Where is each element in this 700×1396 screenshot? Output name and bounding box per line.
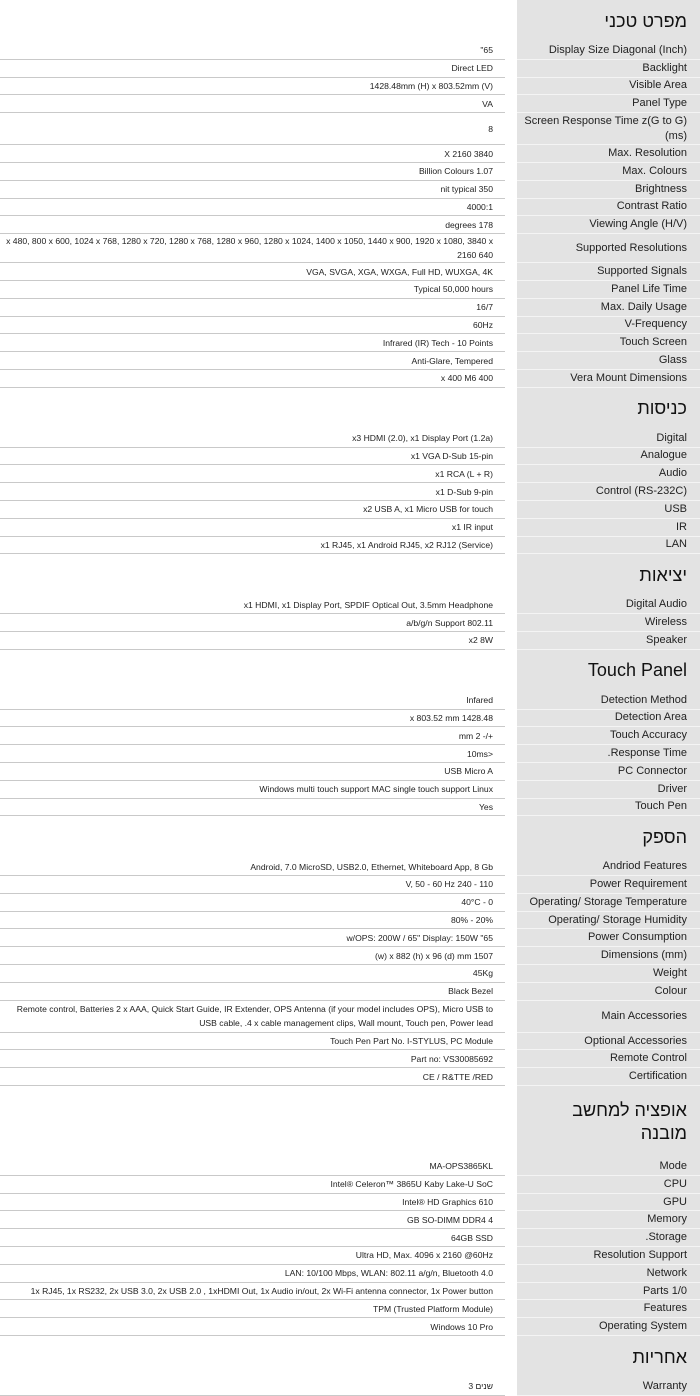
spec-value: 80% - 20%: [0, 912, 505, 930]
column-gap: [505, 430, 517, 448]
spec-label: Max. Resolution: [517, 145, 700, 163]
spec-value: x3 HDMI (2.0), x1 Display Port (1.2a): [0, 430, 505, 448]
spec-value: x1 RJ45, x1 Android RJ45, x2 RJ12 (Service): [0, 537, 505, 555]
spec-row: [0, 216, 700, 234]
spec-label: Main Accessories: [517, 1001, 700, 1033]
spec-row: [0, 1158, 700, 1176]
spec-value: 40°C - 0: [0, 894, 505, 912]
column-gap: [505, 763, 517, 781]
spec-label: Viewing Angle (H/V): [517, 216, 700, 234]
spec-row: [0, 894, 700, 912]
spec-value: x1 HDMI, x1 Display Port, SPDIF Optical Out, 3.5mm Headphone: [0, 596, 505, 614]
column-gap: [505, 1176, 517, 1194]
column-gap: [505, 299, 517, 317]
section-title: אחריות: [517, 1336, 700, 1378]
spec-value: x2 USB A, x1 Micro USB for touch: [0, 501, 505, 519]
spec-value: x 803.52 mm 1428.48: [0, 710, 505, 728]
spec-row: [0, 983, 700, 1001]
spec-value: x 400 M6 400: [0, 370, 505, 388]
spec-label: Power Consumption: [517, 929, 700, 947]
column-gap: [505, 199, 517, 217]
column-gap: [505, 1300, 517, 1318]
column-gap: [505, 1378, 517, 1396]
spec-value: x2 8W: [0, 632, 505, 650]
section-title: Touch Panel: [517, 650, 700, 692]
spec-row: [0, 501, 700, 519]
spec-row: [0, 263, 700, 281]
column-gap: [505, 0, 517, 42]
spec-row: [0, 692, 700, 710]
spec-label: Touch Pen: [517, 799, 700, 817]
spec-label: Features: [517, 1300, 700, 1318]
spec-value: Touch Pen Part No. I-STYLUS, PC Module: [0, 1033, 505, 1051]
spec-row: [0, 113, 700, 145]
column-gap: [505, 745, 517, 763]
spec-row: [0, 234, 700, 263]
spec-row: [0, 710, 700, 728]
spec-label: Colour: [517, 983, 700, 1001]
spec-value: 3 שנים: [0, 1378, 505, 1396]
column-gap: [505, 650, 517, 692]
spec-label: Touch Accuracy: [517, 727, 700, 745]
column-gap: [505, 95, 517, 113]
spec-value: x1 RCA (L + R): [0, 465, 505, 483]
spec-label: Operating System: [517, 1318, 700, 1336]
spec-row: [0, 947, 700, 965]
spec-value: MA-OPS3865KL: [0, 1158, 505, 1176]
column-gap: [505, 1001, 517, 1033]
spec-label: Display Size Diagonal (Inch): [517, 42, 700, 60]
spec-value: Yes: [0, 799, 505, 817]
spec-row: [0, 781, 700, 799]
spec-label: Optional Accessories: [517, 1033, 700, 1051]
spec-label: Andriod Features: [517, 858, 700, 876]
spec-label: Detection Method: [517, 692, 700, 710]
column-gap: [505, 1050, 517, 1068]
column-gap: [505, 858, 517, 876]
spec-label: Operating/ Storage Temperature: [517, 894, 700, 912]
spec-row: [0, 1283, 700, 1301]
spec-label: Operating/ Storage Humidity: [517, 912, 700, 930]
section-title: אופציה למחשב מובנה: [517, 1086, 700, 1158]
spec-label: Driver: [517, 781, 700, 799]
spec-label: Panel Life Time: [517, 281, 700, 299]
column-gap: [505, 876, 517, 894]
spec-row: [0, 727, 700, 745]
spec-value: w/OPS: 200W / 65" Display: 150W "65: [0, 929, 505, 947]
column-gap: [505, 234, 517, 263]
spec-label: Max. Colours: [517, 163, 700, 181]
section-header: [0, 388, 700, 430]
spec-label: LAN: [517, 537, 700, 555]
column-gap: [505, 727, 517, 745]
column-gap: [505, 465, 517, 483]
spec-row: [0, 1211, 700, 1229]
spec-label: USB: [517, 501, 700, 519]
column-gap: [505, 281, 517, 299]
spec-value: Remote control, Batteries 2 x AAA, Quick Start Guide, IR Extender, OPS Antenna (if your model includes OPS), Micro USB to USB cable, .4 x cable management clips, Wall mount, Touch pen, Power lead: [0, 1001, 505, 1033]
column-gap: [505, 983, 517, 1001]
spec-label: Analogue: [517, 448, 700, 466]
spec-value: (w) x 882 (h) x 96 (d) mm 1507: [0, 947, 505, 965]
spec-label: Network: [517, 1265, 700, 1283]
spec-row: [0, 1229, 700, 1247]
spec-label: Certification: [517, 1068, 700, 1086]
column-gap: [505, 501, 517, 519]
column-gap: [505, 1194, 517, 1212]
spec-value: degrees 178: [0, 216, 505, 234]
spec-label: .Storage: [517, 1229, 700, 1247]
column-gap: [505, 388, 517, 430]
section-header-spacer: [0, 1086, 505, 1158]
spec-label: Backlight: [517, 60, 700, 78]
spec-label: Screen Response Time z(G to G) (ms): [517, 113, 700, 145]
spec-value: 1428.48mm (H) x 803.52mm (V): [0, 78, 505, 96]
spec-label: Power Requirement: [517, 876, 700, 894]
spec-value: Ultra HD, Max. 4096 x 2160 @60Hz: [0, 1247, 505, 1265]
column-gap: [505, 334, 517, 352]
spec-label: Parts 1/0: [517, 1283, 700, 1301]
column-gap: [505, 1229, 517, 1247]
column-gap: [505, 1336, 517, 1378]
column-gap: [505, 614, 517, 632]
spec-value: USB Micro A: [0, 763, 505, 781]
spec-row: [0, 632, 700, 650]
spec-row: [0, 858, 700, 876]
spec-value: 1x RJ45, 1x RS232, 2x USB 3.0, 2x USB 2.0 , 1xHDMI Out, 1x Audio in/out, 2x Wi-Fi antenna connector, 1x Power button: [0, 1283, 505, 1301]
spec-label: Supported Resolutions: [517, 234, 700, 263]
column-gap: [505, 710, 517, 728]
spec-row: [0, 181, 700, 199]
spec-row: [0, 448, 700, 466]
column-gap: [505, 519, 517, 537]
spec-value: 10ms>: [0, 745, 505, 763]
spec-value: Intel® Celeron™ 3865U Kaby Lake-U SoC: [0, 1176, 505, 1194]
section-header-spacer: [0, 388, 505, 430]
column-gap: [505, 894, 517, 912]
column-gap: [505, 692, 517, 710]
spec-value: 8: [0, 113, 505, 145]
spec-value: x1 IR input: [0, 519, 505, 537]
spec-label: Speaker: [517, 632, 700, 650]
column-gap: [505, 632, 517, 650]
spec-row: [0, 1300, 700, 1318]
spec-row: [0, 42, 700, 60]
column-gap: [505, 799, 517, 817]
spec-label: CPU: [517, 1176, 700, 1194]
spec-row: [0, 519, 700, 537]
spec-row: [0, 1001, 700, 1033]
spec-label: Glass: [517, 352, 700, 370]
spec-row: [0, 1265, 700, 1283]
spec-row: [0, 299, 700, 317]
spec-value: Intel® HD Graphics 610: [0, 1194, 505, 1212]
spec-value: "65: [0, 42, 505, 60]
column-gap: [505, 596, 517, 614]
spec-value: x1 VGA D-Sub 15-pin: [0, 448, 505, 466]
spec-value: x1 D-Sub 9-pin: [0, 483, 505, 501]
column-gap: [505, 1283, 517, 1301]
spec-value: 64GB SSD: [0, 1229, 505, 1247]
spec-row: [0, 1378, 700, 1396]
column-gap: [505, 1033, 517, 1051]
spec-label: Brightness: [517, 181, 700, 199]
spec-row: [0, 1176, 700, 1194]
spec-row: [0, 370, 700, 388]
column-gap: [505, 42, 517, 60]
spec-row: [0, 876, 700, 894]
section-header-spacer: [0, 650, 505, 692]
spec-value: nit typical 350: [0, 181, 505, 199]
spec-row: [0, 465, 700, 483]
spec-label: Vera Mount Dimensions: [517, 370, 700, 388]
spec-label: Visible Area: [517, 78, 700, 96]
column-gap: [505, 947, 517, 965]
spec-label: Detection Area: [517, 710, 700, 728]
spec-row: [0, 745, 700, 763]
spec-value: x 480, 800 x 600, 1024 x 768, 1280 x 720, 1280 x 768, 1280 x 960, 1280 x 1024, 1400 x 1050, 1440 x 900, 1920 x 1080, 3840 x 2160 640: [0, 234, 505, 263]
spec-value: VGA, SVGA, XGA, WXGA, Full HD, WUXGA, 4K: [0, 263, 505, 281]
column-gap: [505, 1086, 517, 1158]
section-header: [0, 816, 700, 858]
spec-row: [0, 799, 700, 817]
section-header: [0, 0, 700, 42]
spec-value: Direct LED: [0, 60, 505, 78]
column-gap: [505, 448, 517, 466]
spec-value: Typical 50,000 hours: [0, 281, 505, 299]
spec-label: Contrast Ratio: [517, 199, 700, 217]
spec-label: .Response Time: [517, 745, 700, 763]
spec-label: Mode: [517, 1158, 700, 1176]
column-gap: [505, 370, 517, 388]
section-header-spacer: [0, 816, 505, 858]
spec-label: Resolution Support: [517, 1247, 700, 1265]
spec-row: [0, 430, 700, 448]
spec-value: CE / R&TTE /RED: [0, 1068, 505, 1086]
spec-row: [0, 614, 700, 632]
spec-row: [0, 1318, 700, 1336]
spec-row: [0, 596, 700, 614]
column-gap: [505, 554, 517, 596]
section-header-spacer: [0, 0, 505, 42]
spec-value: mm 2 -/+: [0, 727, 505, 745]
column-gap: [505, 317, 517, 335]
spec-value: Windows 10 Pro: [0, 1318, 505, 1336]
column-gap: [505, 1211, 517, 1229]
spec-label: PC Connector: [517, 763, 700, 781]
column-gap: [505, 145, 517, 163]
spec-value: X 2160 3840: [0, 145, 505, 163]
spec-row: [0, 1033, 700, 1051]
spec-value: TPM (Trusted Platform Module): [0, 1300, 505, 1318]
spec-row: [0, 78, 700, 96]
spec-value: 45Kg: [0, 965, 505, 983]
spec-label: Warranty: [517, 1378, 700, 1396]
spec-row: [0, 281, 700, 299]
column-gap: [505, 1068, 517, 1086]
spec-label: Touch Screen: [517, 334, 700, 352]
spec-label: Supported Signals: [517, 263, 700, 281]
spec-row: [0, 1050, 700, 1068]
spec-row: [0, 163, 700, 181]
spec-row: [0, 1068, 700, 1086]
column-gap: [505, 1247, 517, 1265]
spec-value: Infrared (IR) Tech - 10 Points: [0, 334, 505, 352]
spec-label: Remote Control: [517, 1050, 700, 1068]
spec-label: Wireless: [517, 614, 700, 632]
section-header: [0, 1336, 700, 1378]
spec-label: Panel Type: [517, 95, 700, 113]
column-gap: [505, 352, 517, 370]
column-gap: [505, 965, 517, 983]
column-gap: [505, 929, 517, 947]
column-gap: [505, 1265, 517, 1283]
column-gap: [505, 816, 517, 858]
spec-row: [0, 1194, 700, 1212]
spec-label: Control (RS-232C): [517, 483, 700, 501]
section-header: [0, 1086, 700, 1158]
spec-value: Part no: VS30085692: [0, 1050, 505, 1068]
spec-row: [0, 145, 700, 163]
column-gap: [505, 181, 517, 199]
spec-label: Max. Daily Usage: [517, 299, 700, 317]
spec-label: Digital: [517, 430, 700, 448]
spec-row: [0, 537, 700, 555]
section-title: הספק: [517, 816, 700, 858]
section-header: [0, 554, 700, 596]
column-gap: [505, 483, 517, 501]
column-gap: [505, 163, 517, 181]
spec-value: Billion Colours 1.07: [0, 163, 505, 181]
section-title: יציאות: [517, 554, 700, 596]
spec-label: GPU: [517, 1194, 700, 1212]
spec-row: [0, 352, 700, 370]
spec-row: [0, 912, 700, 930]
spec-label: V-Frequency: [517, 317, 700, 335]
section-title: מפרט טכני: [517, 0, 700, 42]
spec-row: [0, 763, 700, 781]
spec-row: [0, 1247, 700, 1265]
spec-row: [0, 60, 700, 78]
spec-row: [0, 317, 700, 335]
spec-row: [0, 199, 700, 217]
column-gap: [505, 216, 517, 234]
spec-row: [0, 965, 700, 983]
column-gap: [505, 113, 517, 145]
spec-value: Windows multi touch support MAC single touch support Linux: [0, 781, 505, 799]
column-gap: [505, 263, 517, 281]
spec-value: Anti-Glare, Tempered: [0, 352, 505, 370]
spec-label: Memory: [517, 1211, 700, 1229]
column-gap: [505, 78, 517, 96]
spec-value: Infared: [0, 692, 505, 710]
section-header-spacer: [0, 554, 505, 596]
spec-value: 60Hz: [0, 317, 505, 335]
spec-row: [0, 929, 700, 947]
spec-row: [0, 334, 700, 352]
section-header: [0, 650, 700, 692]
column-gap: [505, 912, 517, 930]
spec-label: Audio: [517, 465, 700, 483]
column-gap: [505, 781, 517, 799]
spec-label: IR: [517, 519, 700, 537]
spec-value: a/b/g/n Support 802.11: [0, 614, 505, 632]
spec-value: Black Bezel: [0, 983, 505, 1001]
spec-value: 16/7: [0, 299, 505, 317]
spec-label: Weight: [517, 965, 700, 983]
spec-value: 4000:1: [0, 199, 505, 217]
column-gap: [505, 537, 517, 555]
column-gap: [505, 1318, 517, 1336]
spec-value: LAN: 10/100 Mbps, WLAN: 802.11 a/g/n, Bluetooth 4.0: [0, 1265, 505, 1283]
column-gap: [505, 1158, 517, 1176]
spec-value: GB SO-DIMM DDR4 4: [0, 1211, 505, 1229]
section-header-spacer: [0, 1336, 505, 1378]
spec-row: [0, 483, 700, 501]
section-title: כניסות: [517, 388, 700, 430]
spec-row: [0, 95, 700, 113]
spec-label: Dimensions (mm): [517, 947, 700, 965]
column-gap: [505, 60, 517, 78]
spec-value: Android, 7.0 MicroSD, USB2.0, Ethernet, Whiteboard App, 8 Gb: [0, 858, 505, 876]
spec-value: V, 50 - 60 Hz 240 - 110: [0, 876, 505, 894]
spec-label: Digital Audio: [517, 596, 700, 614]
spec-value: VA: [0, 95, 505, 113]
